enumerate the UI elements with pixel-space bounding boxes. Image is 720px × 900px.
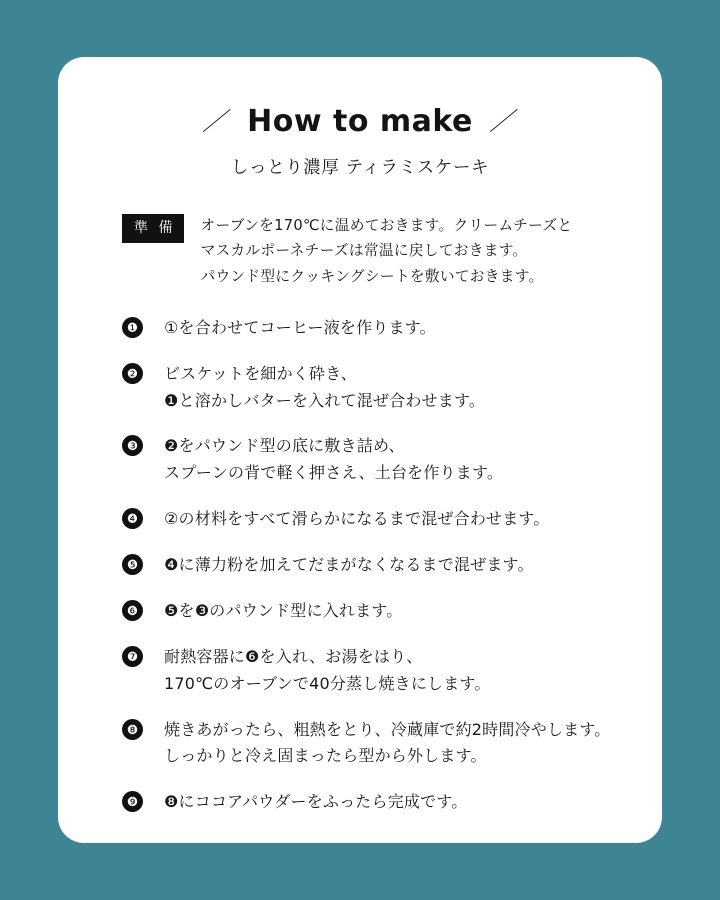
preparation-block xyxy=(92,213,628,289)
list-item xyxy=(122,789,628,816)
step-number: ❹ xyxy=(122,508,143,529)
header-title-row xyxy=(92,105,628,138)
step-number: ❷ xyxy=(122,363,143,384)
step-number: ❻ xyxy=(122,600,143,621)
step-text xyxy=(164,789,467,816)
step-text xyxy=(164,644,491,698)
preparation-line: マスカルポーネチーズは常温に戻しておきます。 xyxy=(200,242,528,260)
step-line: ビスケットを細かく砕き、 xyxy=(164,363,357,383)
step-text xyxy=(164,598,402,625)
slash-ornament-right-icon: ／ xyxy=(487,107,519,136)
step-line: ❹に薄力粉を加えてだまがなくなるまで混ぜます。 xyxy=(164,555,534,575)
list-item xyxy=(122,644,628,698)
recipe-card xyxy=(58,57,662,843)
step-line: しっかりと冷え固まったら型から外します。 xyxy=(164,746,487,766)
step-line: 焼きあがったら、粗熱をとり、冷蔵庫で約2時間冷やします。 xyxy=(164,719,611,739)
page-title: How to make xyxy=(247,104,473,139)
step-text xyxy=(164,361,485,415)
step-text xyxy=(164,717,611,771)
list-item xyxy=(122,506,628,533)
list-item xyxy=(122,361,628,415)
preparation-line: オーブンを170℃に温めておきます。クリームチーズと xyxy=(200,217,573,234)
list-item xyxy=(122,598,628,625)
preparation-text xyxy=(200,213,572,289)
preparation-tag: 準 備 xyxy=(122,214,184,243)
step-text xyxy=(164,506,550,533)
list-item xyxy=(122,433,628,487)
slash-ornament-left-icon: ／ xyxy=(201,107,233,136)
step-text xyxy=(164,552,534,579)
step-line: ❺を❸のパウンド型に入れます。 xyxy=(164,600,403,620)
step-line: 耐熱容器に❻を入れ、お湯をはり、 xyxy=(164,646,423,666)
step-line: 170℃のオーブンで40分蒸し焼きにします。 xyxy=(164,673,491,693)
step-text xyxy=(164,315,436,342)
list-item xyxy=(122,717,628,771)
steps-list xyxy=(92,315,628,816)
step-number: ❸ xyxy=(122,435,143,456)
step-line: ❷をパウンド型の底に敷き詰め、 xyxy=(164,436,405,456)
page-subtitle: しっとり濃厚 ティラミスケーキ xyxy=(230,158,490,178)
step-number: ❾ xyxy=(122,791,143,812)
step-text xyxy=(164,433,503,487)
step-line: ❽にココアパウダーをふったら完成です。 xyxy=(164,792,468,812)
step-line: スプーンの背で軽く押さえ、土台を作ります。 xyxy=(164,463,504,483)
step-number: ❽ xyxy=(122,719,143,740)
step-line: ②の材料をすべて滑らかになるまで混ぜ合わせます。 xyxy=(164,509,550,529)
step-number: ❶ xyxy=(122,317,143,338)
list-item xyxy=(122,315,628,342)
step-line: ①を合わせてコーヒー液を作ります。 xyxy=(164,317,436,337)
step-number: ❼ xyxy=(122,646,143,667)
step-line: ❶と溶かしバターを入れて混ぜ合わせます。 xyxy=(164,390,486,410)
list-item xyxy=(122,552,628,579)
step-number: ❺ xyxy=(122,554,143,575)
preparation-line: パウンド型にクッキングシートを敷いておきます。 xyxy=(200,267,544,285)
